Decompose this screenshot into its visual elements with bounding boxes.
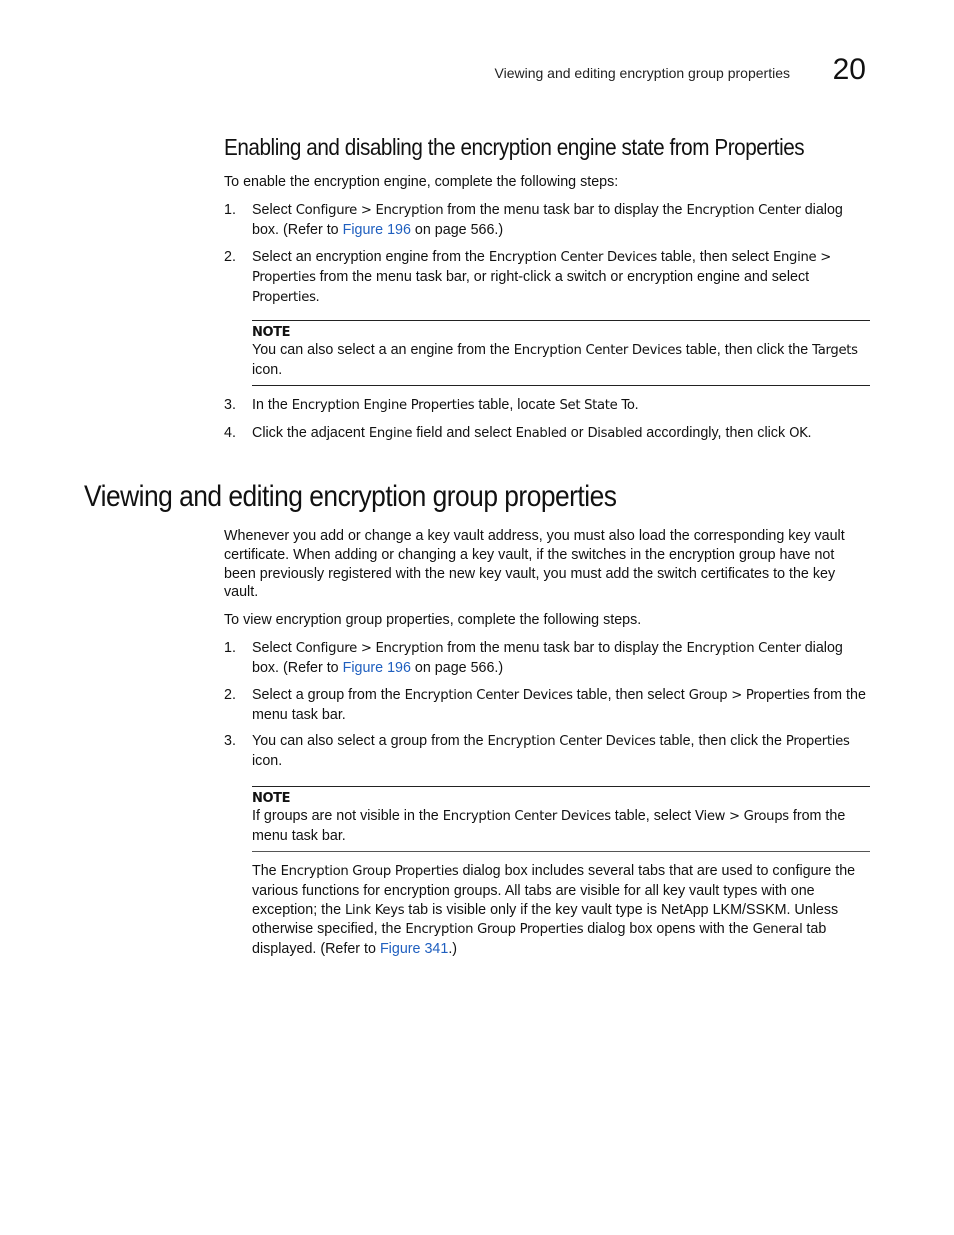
section2-step-2 [224,686,870,725]
figure-link[interactable]: Figure 196 [342,221,411,238]
chapter-number: 20 [832,53,866,86]
step-text: Select Configure > Encryption from the menu task bar to display the Encryption Center dialog box. (Refer to Figure 196 on page 566.) [252,202,843,238]
section1-step-1 [224,201,870,240]
section-heading-group-properties: Viewing and editing encryption group properties [84,480,617,513]
section2-paragraph: Whenever you add or change a key vault address, you must also load the corresponding key vault certificate. When adding or changing a key vault, if the switches in the encryption group have not been previously registered with the new key vault, you must add the switch certificates to the key vault. [224,528,845,601]
step-number: 2. [224,249,236,265]
step-text: Select Configure > Encryption from the menu task bar to display the Encryption Center dialog box. (Refer to Figure 196 on page 566.) [252,640,843,676]
section2-closing-paragraph: The Encryption Group Properties dialog box includes several tabs that are used to configure the various functions for encryption groups. All tabs are visible for all key vault types with one exception; the Link Keys tab is visible only if the key vault type is NetApp LKM/SSKM. Unless otherwise specified, the Encryption Group Properties dialog box opens with the General tab displayed. (Refer to Figure 341.) [252,863,856,958]
running-header-title: Viewing and editing encryption group properties [494,65,790,81]
step-text: Select a group from the Encryption Center Devices table, then select Group > Properties from the menu task bar. [252,687,866,723]
section1-step-2 [224,248,870,307]
section2-step-3 [224,732,870,771]
figure-link[interactable]: Figure 196 [342,659,411,676]
step-number: 1. [224,202,236,218]
step-text: You can also select a group from the Encryption Center Devices table, then click the Properties icon. [252,733,850,769]
section2-intro: To view encryption group properties, complete the following steps. [224,612,642,628]
note-text: You can also select a an engine from the Encryption Center Devices table, then click the Targets icon. [252,342,858,378]
step-text: Click the adjacent Engine field and select Enabled or Disabled accordingly, then click OK. [252,425,812,441]
note-label: NOTE [252,325,291,340]
section-heading-engine-state: Enabling and disabling the encryption engine state from Properties [224,134,805,160]
section1-note [252,320,870,386]
step-number: 2. [224,687,236,703]
section1-step-4 [224,424,870,444]
note-text: If groups are not visible in the Encryption Center Devices table, select View > Groups from the menu task bar. [252,808,846,844]
step-number: 1. [224,640,236,656]
step-number: 3. [224,733,236,749]
section2-note [252,786,870,852]
section1-step-3 [224,396,870,416]
step-text: In the Encryption Engine Properties table, locate Set State To. [252,397,639,413]
step-number: 4. [224,425,236,441]
step-number: 3. [224,397,236,413]
section1-intro: To enable the encryption engine, complete the following steps: [224,174,619,190]
step-text: Select an encryption engine from the Encryption Center Devices table, then select Engine > Properties from the menu task bar, or right-click a switch or encryption engine and select Properties. [252,249,831,305]
note-label: NOTE [252,791,291,806]
section2-step-1 [224,639,870,678]
figure-link[interactable]: Figure 341 [379,941,449,958]
